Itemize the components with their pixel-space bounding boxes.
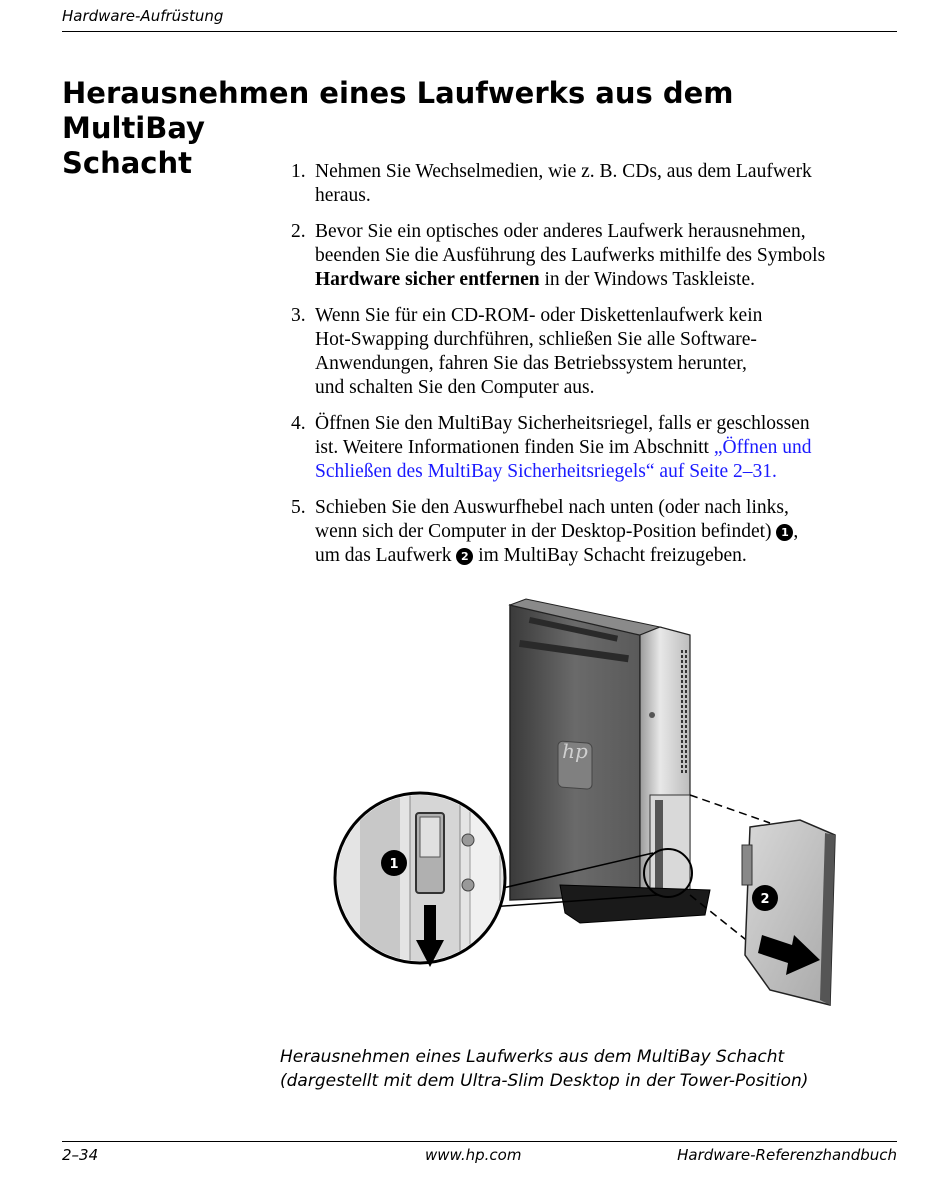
step-text: in der Windows Taskleiste. [539, 269, 755, 290]
step-number: 2. [291, 221, 306, 242]
link-text[interactable]: Schließen des MultiBay Sicherheitsriegels“ auf Seite 2–31. [315, 461, 777, 482]
procedure-steps [291, 160, 901, 580]
section-title-line-2: Schacht [62, 146, 192, 180]
footer-rule [62, 1141, 897, 1142]
tower-stand [560, 885, 710, 923]
step-text: Hot-Swapping durchführen, schließen Sie alle Software- [315, 329, 757, 350]
callout-1-label: 1 [389, 857, 399, 872]
step-5 [291, 496, 901, 568]
step-text: um das Laufwerk [315, 545, 457, 566]
footer-book-title: Hardware-Referenzhandbuch [677, 1146, 897, 1164]
step-text: Nehmen Sie Wechselmedien, wie z. B. CDs, aus dem Laufwerk [315, 161, 812, 182]
step-2 [291, 220, 901, 292]
callout-2-label: 2 [760, 892, 770, 907]
step-text: heraus. [315, 185, 371, 206]
step-text: im MultiBay Schacht freizugeben. [473, 545, 747, 566]
header-rule [62, 31, 897, 32]
power-button-icon [649, 712, 655, 718]
step-number: 5. [291, 497, 306, 518]
step-4 [291, 412, 901, 484]
step-text: ist. Weitere Informationen finden Sie im Abschnitt [315, 437, 714, 458]
ui-term: Hardware sicher entfernen [315, 269, 540, 290]
link-text[interactable]: „Öffnen und [713, 437, 812, 458]
footer-url: www.hp.com [425, 1146, 522, 1164]
step-text: Schieben Sie den Auswurfhebel nach unten (oder nach links, [315, 497, 789, 518]
callout-2-icon: 2 [456, 548, 473, 565]
step-text: Öffnen Sie den MultiBay Sicherheitsriegel, falls er geschlossen [315, 413, 810, 434]
step-text: , [793, 521, 799, 542]
step-text: und schalten Sie den Computer aus. [315, 377, 595, 398]
computer-tower [510, 599, 710, 923]
hp-logo-icon: hp [562, 739, 588, 763]
step-number: 3. [291, 305, 306, 326]
lever-detail-zoom [330, 785, 530, 975]
step-text: Anwendungen, fahren Sie das Betriebssystem herunter, [315, 353, 747, 374]
figure-caption [280, 1045, 880, 1093]
section-title-line-1: Herausnehmen eines Laufwerks aus dem MultiBay [62, 76, 734, 145]
caption-line-1: Herausnehmen eines Laufwerks aus dem MultiBay Schacht [280, 1047, 785, 1067]
step-text: Bevor Sie ein optisches oder anderes Laufwerk herausnehmen, [315, 221, 806, 242]
step-text: Wenn Sie für ein CD-ROM- oder Diskettenlaufwerk kein [315, 305, 763, 326]
step-number: 1. [291, 161, 306, 182]
step-1 [291, 160, 901, 208]
page-number: 2–34 [62, 1146, 99, 1164]
running-header: Hardware-Aufrüstung [62, 7, 224, 25]
callout-1-icon: 1 [776, 524, 793, 541]
step-number: 4. [291, 413, 306, 434]
step-3 [291, 304, 901, 400]
drive-removal-illustration [330, 595, 840, 1010]
caption-line-2: (dargestellt mit dem Ultra-Slim Desktop in der Tower-Position) [280, 1071, 809, 1091]
step-text: wenn sich der Computer in der Desktop-Position befindet) [315, 521, 777, 542]
optical-drive [742, 820, 835, 1005]
step-text: beenden Sie die Ausführung des Laufwerks mithilfe des Symbols [315, 245, 826, 266]
